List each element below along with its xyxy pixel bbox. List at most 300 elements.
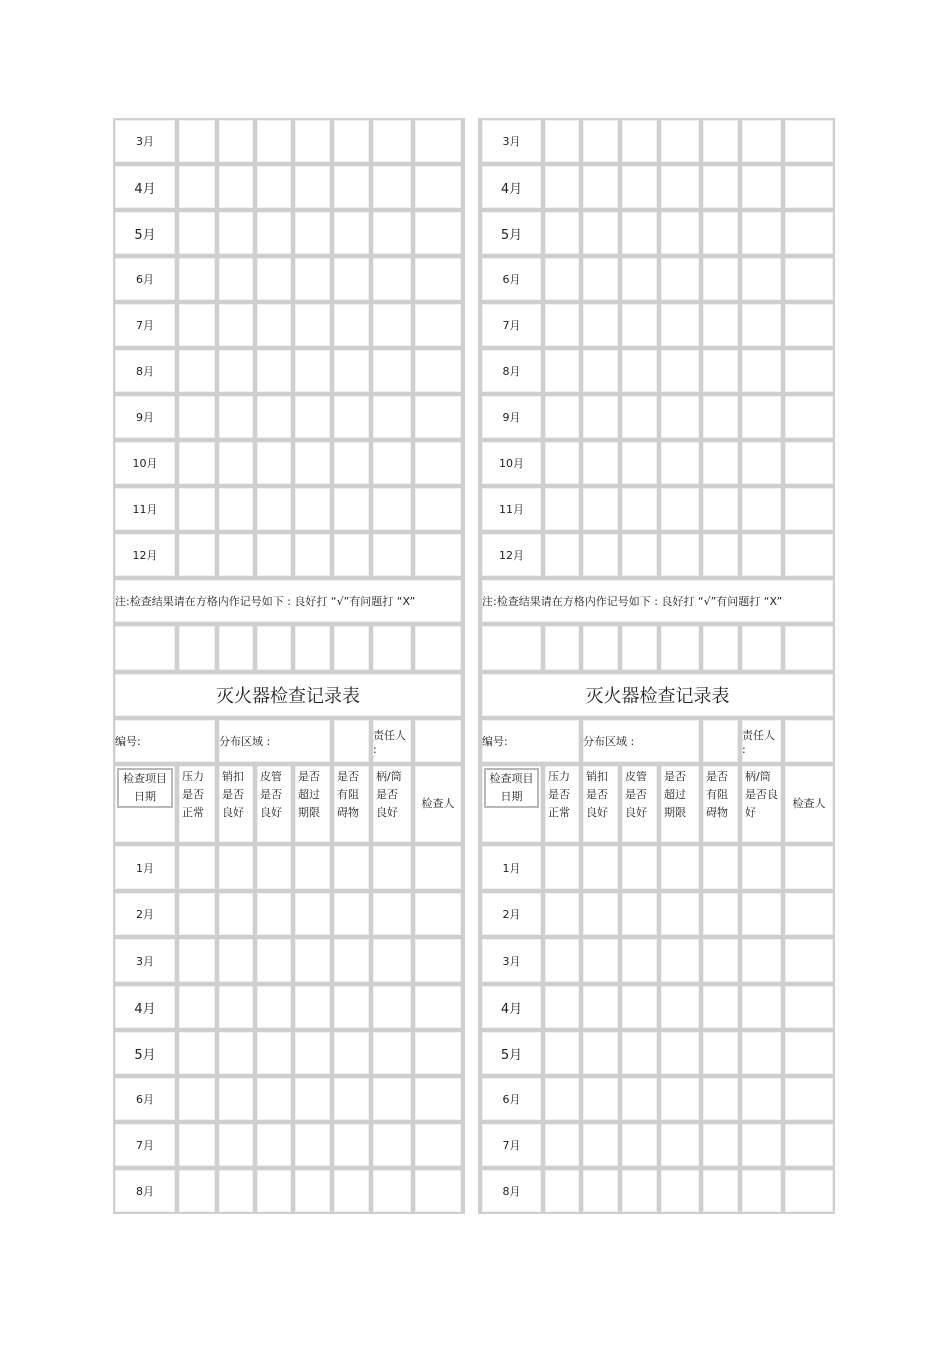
right-check-cell[interactable] — [543, 256, 581, 302]
left-month-cell: 9月 — [113, 394, 177, 440]
left-check-cell[interactable] — [217, 486, 255, 532]
right-check-cell[interactable] — [701, 394, 740, 440]
left-check-cell[interactable] — [293, 118, 332, 164]
left-check-cell[interactable] — [177, 1168, 217, 1214]
left-check-cell[interactable] — [177, 891, 217, 937]
right-header-pin: 销扣是否良好 — [581, 764, 620, 844]
left-check-cell[interactable] — [217, 1076, 255, 1122]
left-check-cell[interactable] — [217, 532, 255, 578]
left-check-cell[interactable] — [255, 1030, 293, 1076]
right-check-cell[interactable] — [783, 532, 835, 578]
right-check-cell[interactable] — [740, 164, 783, 210]
right-check-cell[interactable] — [620, 164, 659, 210]
left-check-cell[interactable] — [255, 440, 293, 486]
left-check-cell[interactable] — [255, 348, 293, 394]
left-blank-check-cell[interactable] — [332, 624, 371, 672]
left-check-cell[interactable] — [332, 256, 371, 302]
left-check-cell[interactable] — [293, 984, 332, 1030]
left-area-value[interactable] — [332, 718, 371, 764]
right-check-cell[interactable] — [740, 256, 783, 302]
left-check-cell[interactable] — [371, 302, 413, 348]
right-check-cell[interactable] — [701, 844, 740, 891]
right-check-cell[interactable] — [701, 1168, 740, 1214]
left-check-cell[interactable] — [413, 118, 463, 164]
left-header-item-date — [113, 764, 177, 844]
left-blank-check-cell[interactable] — [413, 624, 463, 672]
right-check-cell[interactable] — [659, 937, 701, 984]
left-check-cell[interactable] — [413, 164, 463, 210]
right-check-cell[interactable] — [740, 937, 783, 984]
left-check-cell[interactable] — [332, 984, 371, 1030]
right-check-cell[interactable] — [659, 118, 701, 164]
right-check-cell[interactable] — [543, 891, 581, 937]
right-check-cell[interactable] — [620, 1122, 659, 1168]
right-check-cell[interactable] — [581, 210, 620, 256]
left-check-cell[interactable] — [371, 891, 413, 937]
right-check-cell[interactable] — [783, 1122, 835, 1168]
right-check-cell[interactable] — [701, 486, 740, 532]
left-check-cell[interactable] — [371, 1076, 413, 1122]
left-check-cell[interactable] — [177, 394, 217, 440]
right-check-cell[interactable] — [581, 1168, 620, 1214]
left-check-cell[interactable] — [293, 256, 332, 302]
right-check-cell[interactable] — [659, 302, 701, 348]
right-check-cell[interactable] — [740, 984, 783, 1030]
left-blank-check-cell[interactable] — [177, 624, 217, 672]
left-check-cell[interactable] — [371, 486, 413, 532]
left-check-cell[interactable] — [217, 164, 255, 210]
right-check-cell[interactable] — [701, 440, 740, 486]
right-check-cell[interactable] — [620, 844, 659, 891]
right-check-cell[interactable] — [740, 1122, 783, 1168]
left-check-cell[interactable] — [255, 302, 293, 348]
right-check-cell[interactable] — [659, 210, 701, 256]
left-check-cell[interactable] — [177, 937, 217, 984]
right-check-cell[interactable] — [701, 1076, 740, 1122]
left-check-cell[interactable] — [413, 394, 463, 440]
right-header-pressure: 压力是否正常 — [543, 764, 581, 844]
right-check-cell[interactable] — [620, 210, 659, 256]
left-check-cell[interactable] — [293, 302, 332, 348]
right-check-cell[interactable] — [783, 1030, 835, 1076]
left-check-cell[interactable] — [332, 532, 371, 578]
right-header-item-date — [480, 764, 543, 844]
right-check-cell[interactable] — [581, 844, 620, 891]
left-check-cell[interactable] — [217, 394, 255, 440]
left-check-cell[interactable] — [371, 164, 413, 210]
left-check-cell[interactable] — [255, 532, 293, 578]
right-blank-check-cell[interactable] — [783, 624, 835, 672]
left-check-cell[interactable] — [293, 844, 332, 891]
right-check-cell[interactable] — [581, 891, 620, 937]
left-check-cell[interactable] — [217, 210, 255, 256]
right-check-cell[interactable] — [783, 256, 835, 302]
left-check-cell[interactable] — [293, 440, 332, 486]
right-check-cell[interactable] — [581, 1122, 620, 1168]
right-check-cell[interactable] — [620, 348, 659, 394]
left-person-value[interactable] — [413, 718, 463, 764]
left-check-cell[interactable] — [413, 210, 463, 256]
right-check-cell[interactable] — [620, 394, 659, 440]
right-check-cell[interactable] — [543, 532, 581, 578]
left-month-cell: 8月 — [113, 1168, 177, 1214]
right-check-cell[interactable] — [783, 348, 835, 394]
left-check-cell[interactable] — [413, 937, 463, 984]
left-check-cell[interactable] — [332, 210, 371, 256]
left-check-cell[interactable] — [371, 440, 413, 486]
left-check-cell[interactable] — [217, 1168, 255, 1214]
right-check-cell[interactable] — [740, 844, 783, 891]
right-check-cell[interactable] — [620, 532, 659, 578]
right-check-cell[interactable] — [740, 1030, 783, 1076]
left-check-cell[interactable] — [293, 532, 332, 578]
right-check-cell[interactable] — [659, 532, 701, 578]
left-check-cell[interactable] — [255, 164, 293, 210]
left-check-cell[interactable] — [217, 844, 255, 891]
right-month-cell: 1月 — [480, 844, 543, 891]
left-check-cell[interactable] — [293, 210, 332, 256]
left-check-cell[interactable] — [293, 394, 332, 440]
right-blank-check-cell[interactable] — [620, 624, 659, 672]
right-check-cell[interactable] — [740, 440, 783, 486]
right-check-cell[interactable] — [620, 1076, 659, 1122]
left-check-cell[interactable] — [255, 256, 293, 302]
right-check-cell[interactable] — [543, 1168, 581, 1214]
right-check-cell[interactable] — [543, 1076, 581, 1122]
left-check-cell[interactable] — [413, 891, 463, 937]
right-check-cell[interactable] — [581, 937, 620, 984]
right-check-cell[interactable] — [620, 302, 659, 348]
left-check-cell[interactable] — [177, 440, 217, 486]
right-check-cell[interactable] — [620, 486, 659, 532]
right-check-cell[interactable] — [659, 394, 701, 440]
right-check-cell[interactable] — [701, 1030, 740, 1076]
right-check-cell[interactable] — [581, 394, 620, 440]
right-person-label: 责任人 : — [740, 718, 783, 764]
right-check-cell[interactable] — [740, 348, 783, 394]
left-check-cell[interactable] — [371, 256, 413, 302]
right-check-cell[interactable] — [659, 348, 701, 394]
left-check-cell[interactable] — [255, 891, 293, 937]
left-check-cell[interactable] — [332, 1122, 371, 1168]
right-area-value[interactable] — [701, 718, 740, 764]
right-check-cell[interactable] — [659, 164, 701, 210]
right-check-cell[interactable] — [659, 1076, 701, 1122]
right-check-cell[interactable] — [783, 118, 835, 164]
right-check-cell[interactable] — [620, 984, 659, 1030]
right-check-cell[interactable] — [620, 118, 659, 164]
left-check-cell[interactable] — [371, 1168, 413, 1214]
left-check-cell[interactable] — [332, 118, 371, 164]
right-check-cell[interactable] — [701, 348, 740, 394]
right-check-cell[interactable] — [740, 532, 783, 578]
left-check-cell[interactable] — [177, 348, 217, 394]
right-check-cell[interactable] — [659, 891, 701, 937]
left-check-cell[interactable] — [177, 164, 217, 210]
right-check-cell[interactable] — [701, 937, 740, 984]
right-check-cell[interactable] — [783, 394, 835, 440]
right-check-cell[interactable] — [581, 1076, 620, 1122]
left-check-cell[interactable] — [293, 937, 332, 984]
left-check-cell[interactable] — [371, 937, 413, 984]
left-check-cell[interactable] — [217, 891, 255, 937]
right-month-cell: 6月 — [480, 1076, 543, 1122]
right-check-cell[interactable] — [740, 1076, 783, 1122]
left-check-cell[interactable] — [255, 118, 293, 164]
left-check-cell[interactable] — [413, 1122, 463, 1168]
right-month-cell: 7月 — [480, 1122, 543, 1168]
right-person-value[interactable] — [783, 718, 835, 764]
right-check-cell[interactable] — [740, 486, 783, 532]
left-check-cell[interactable] — [293, 1030, 332, 1076]
left-check-cell[interactable] — [413, 1168, 463, 1214]
left-check-cell[interactable] — [413, 256, 463, 302]
right-blank-check-cell[interactable] — [659, 624, 701, 672]
left-month-cell: 12月 — [113, 532, 177, 578]
left-check-cell[interactable] — [371, 118, 413, 164]
right-check-cell[interactable] — [701, 891, 740, 937]
right-check-cell[interactable] — [783, 486, 835, 532]
left-check-cell[interactable] — [293, 164, 332, 210]
left-check-cell[interactable] — [413, 348, 463, 394]
blank-cell — [480, 624, 543, 672]
right-header-inspector: 检查人 — [783, 764, 835, 844]
right-check-cell[interactable] — [659, 1168, 701, 1214]
left-check-cell[interactable] — [217, 984, 255, 1030]
note-text-left: 注:检查结果请在方格内作记号如下 : 良好打 “√”有问题打 “X” — [113, 578, 463, 624]
right-check-cell[interactable] — [783, 302, 835, 348]
left-check-cell[interactable] — [177, 302, 217, 348]
right-check-cell[interactable] — [701, 984, 740, 1030]
right-check-cell[interactable] — [543, 440, 581, 486]
left-check-cell[interactable] — [413, 302, 463, 348]
right-check-cell[interactable] — [659, 440, 701, 486]
right-check-cell[interactable] — [783, 440, 835, 486]
left-check-cell[interactable] — [255, 1076, 293, 1122]
left-blank-check-cell[interactable] — [293, 624, 332, 672]
left-blank-check-cell[interactable] — [217, 624, 255, 672]
left-check-cell[interactable] — [371, 394, 413, 440]
left-blank-check-cell[interactable] — [255, 624, 293, 672]
right-check-cell[interactable] — [581, 118, 620, 164]
left-check-cell[interactable] — [255, 1122, 293, 1168]
left-check-cell[interactable] — [332, 164, 371, 210]
right-check-cell[interactable] — [581, 984, 620, 1030]
left-check-cell[interactable] — [255, 1168, 293, 1214]
left-check-cell[interactable] — [217, 1122, 255, 1168]
table-title-left: 灭火器检查记录表 — [113, 672, 463, 718]
left-check-cell[interactable] — [371, 1122, 413, 1168]
left-check-cell[interactable] — [293, 486, 332, 532]
right-check-cell[interactable] — [543, 394, 581, 440]
left-month-cell: 4月 — [113, 984, 177, 1030]
left-check-cell[interactable] — [413, 1076, 463, 1122]
right-check-cell[interactable] — [543, 984, 581, 1030]
right-check-cell[interactable] — [659, 256, 701, 302]
right-check-cell[interactable] — [581, 440, 620, 486]
left-check-cell[interactable] — [332, 937, 371, 984]
right-check-cell[interactable] — [581, 532, 620, 578]
left-check-cell[interactable] — [413, 844, 463, 891]
right-check-cell[interactable] — [620, 256, 659, 302]
right-check-cell[interactable] — [783, 937, 835, 984]
left-check-cell[interactable] — [177, 984, 217, 1030]
left-check-cell[interactable] — [413, 440, 463, 486]
left-check-cell[interactable] — [217, 302, 255, 348]
right-check-cell[interactable] — [740, 302, 783, 348]
left-check-cell[interactable] — [413, 1030, 463, 1076]
left-month-cell: 2月 — [113, 891, 177, 937]
left-check-cell[interactable] — [177, 532, 217, 578]
table-title-right: 灭火器检查记录表 — [480, 672, 835, 718]
left-check-cell[interactable] — [293, 891, 332, 937]
right-check-cell[interactable] — [620, 937, 659, 984]
left-check-cell[interactable] — [217, 440, 255, 486]
left-check-cell[interactable] — [332, 486, 371, 532]
right-month-cell: 5月 — [480, 1030, 543, 1076]
right-check-cell[interactable] — [701, 118, 740, 164]
left-check-cell[interactable] — [293, 1168, 332, 1214]
right-blank-check-cell[interactable] — [701, 624, 740, 672]
left-header-pressure: 压力是否正常 — [177, 764, 217, 844]
right-check-cell[interactable] — [740, 891, 783, 937]
right-check-cell[interactable] — [659, 486, 701, 532]
right-check-cell[interactable] — [783, 891, 835, 937]
left-check-cell[interactable] — [332, 302, 371, 348]
right-check-cell[interactable] — [701, 302, 740, 348]
left-month-cell: 5月 — [113, 1030, 177, 1076]
left-check-cell[interactable] — [217, 937, 255, 984]
left-check-cell[interactable] — [255, 937, 293, 984]
left-check-cell[interactable] — [413, 532, 463, 578]
left-check-cell[interactable] — [255, 394, 293, 440]
right-check-cell[interactable] — [701, 1122, 740, 1168]
left-check-cell[interactable] — [177, 256, 217, 302]
note-text-right: 注:检查结果请在方格内作记号如下 : 良好打 “√”有问题打 “X” — [480, 578, 835, 624]
left-check-cell[interactable] — [293, 348, 332, 394]
right-check-cell[interactable] — [543, 844, 581, 891]
right-header-hose: 皮管是否良好 — [620, 764, 659, 844]
left-check-cell[interactable] — [371, 984, 413, 1030]
left-check-cell[interactable] — [332, 1076, 371, 1122]
right-check-cell[interactable] — [581, 1030, 620, 1076]
right-month-cell: 3月 — [480, 937, 543, 984]
left-check-cell[interactable] — [177, 118, 217, 164]
right-check-cell[interactable] — [543, 1030, 581, 1076]
right-check-cell[interactable] — [581, 348, 620, 394]
left-check-cell[interactable] — [177, 486, 217, 532]
left-check-cell[interactable] — [332, 891, 371, 937]
right-check-cell[interactable] — [543, 164, 581, 210]
right-check-cell[interactable] — [581, 486, 620, 532]
right-check-cell[interactable] — [783, 1076, 835, 1122]
left-check-cell[interactable] — [413, 984, 463, 1030]
right-month-cell: 6月 — [480, 256, 543, 302]
right-check-cell[interactable] — [783, 164, 835, 210]
right-check-cell[interactable] — [543, 210, 581, 256]
right-month-cell: 4月 — [480, 984, 543, 1030]
left-blank-check-cell[interactable] — [371, 624, 413, 672]
right-blank-check-cell[interactable] — [543, 624, 581, 672]
right-check-cell[interactable] — [620, 1030, 659, 1076]
left-number-label: 编号: — [113, 718, 217, 764]
left-check-cell[interactable] — [293, 1076, 332, 1122]
right-check-cell[interactable] — [543, 302, 581, 348]
right-check-cell[interactable] — [783, 1168, 835, 1214]
left-check-cell[interactable] — [217, 1030, 255, 1076]
right-check-cell[interactable] — [701, 256, 740, 302]
right-check-cell[interactable] — [543, 118, 581, 164]
left-check-cell[interactable] — [332, 844, 371, 891]
left-check-cell[interactable] — [255, 486, 293, 532]
left-check-cell[interactable] — [255, 210, 293, 256]
right-check-cell[interactable] — [701, 532, 740, 578]
left-check-cell[interactable] — [293, 1122, 332, 1168]
right-check-cell[interactable] — [740, 1168, 783, 1214]
right-check-cell[interactable] — [620, 891, 659, 937]
left-month-cell: 6月 — [113, 256, 177, 302]
right-check-cell[interactable] — [581, 256, 620, 302]
right-check-cell[interactable] — [543, 937, 581, 984]
right-month-cell: 12月 — [480, 532, 543, 578]
left-check-cell[interactable] — [371, 532, 413, 578]
left-check-cell[interactable] — [371, 1030, 413, 1076]
left-check-cell[interactable] — [217, 256, 255, 302]
left-check-cell[interactable] — [255, 844, 293, 891]
left-check-cell[interactable] — [177, 1030, 217, 1076]
right-check-cell[interactable] — [543, 348, 581, 394]
right-check-cell[interactable] — [659, 1030, 701, 1076]
left-check-cell[interactable] — [177, 1122, 217, 1168]
right-check-cell[interactable] — [783, 210, 835, 256]
left-check-cell[interactable] — [332, 1168, 371, 1214]
right-blank-check-cell[interactable] — [740, 624, 783, 672]
right-check-cell[interactable] — [659, 1122, 701, 1168]
left-check-cell[interactable] — [217, 348, 255, 394]
right-check-cell[interactable] — [701, 164, 740, 210]
right-check-cell[interactable] — [783, 984, 835, 1030]
right-check-cell[interactable] — [740, 394, 783, 440]
right-check-cell[interactable] — [543, 486, 581, 532]
right-check-cell[interactable] — [659, 844, 701, 891]
left-check-cell[interactable] — [371, 844, 413, 891]
right-month-cell: 10月 — [480, 440, 543, 486]
left-check-cell[interactable] — [255, 984, 293, 1030]
right-check-cell[interactable] — [740, 210, 783, 256]
left-check-cell[interactable] — [177, 844, 217, 891]
right-check-cell[interactable] — [620, 1168, 659, 1214]
left-check-cell[interactable] — [371, 348, 413, 394]
left-check-cell[interactable] — [217, 118, 255, 164]
right-check-cell[interactable] — [581, 302, 620, 348]
left-check-cell[interactable] — [177, 1076, 217, 1122]
right-check-cell[interactable] — [659, 984, 701, 1030]
right-check-cell[interactable] — [543, 1122, 581, 1168]
right-check-cell[interactable] — [620, 440, 659, 486]
left-check-cell[interactable] — [177, 210, 217, 256]
right-check-cell[interactable] — [783, 844, 835, 891]
right-check-cell[interactable] — [581, 164, 620, 210]
right-check-cell[interactable] — [701, 210, 740, 256]
left-check-cell[interactable] — [332, 440, 371, 486]
left-check-cell[interactable] — [332, 394, 371, 440]
right-check-cell[interactable] — [740, 118, 783, 164]
left-check-cell[interactable] — [371, 210, 413, 256]
right-blank-check-cell[interactable] — [581, 624, 620, 672]
left-check-cell[interactable] — [332, 1030, 371, 1076]
left-check-cell[interactable] — [413, 486, 463, 532]
left-check-cell[interactable] — [332, 348, 371, 394]
